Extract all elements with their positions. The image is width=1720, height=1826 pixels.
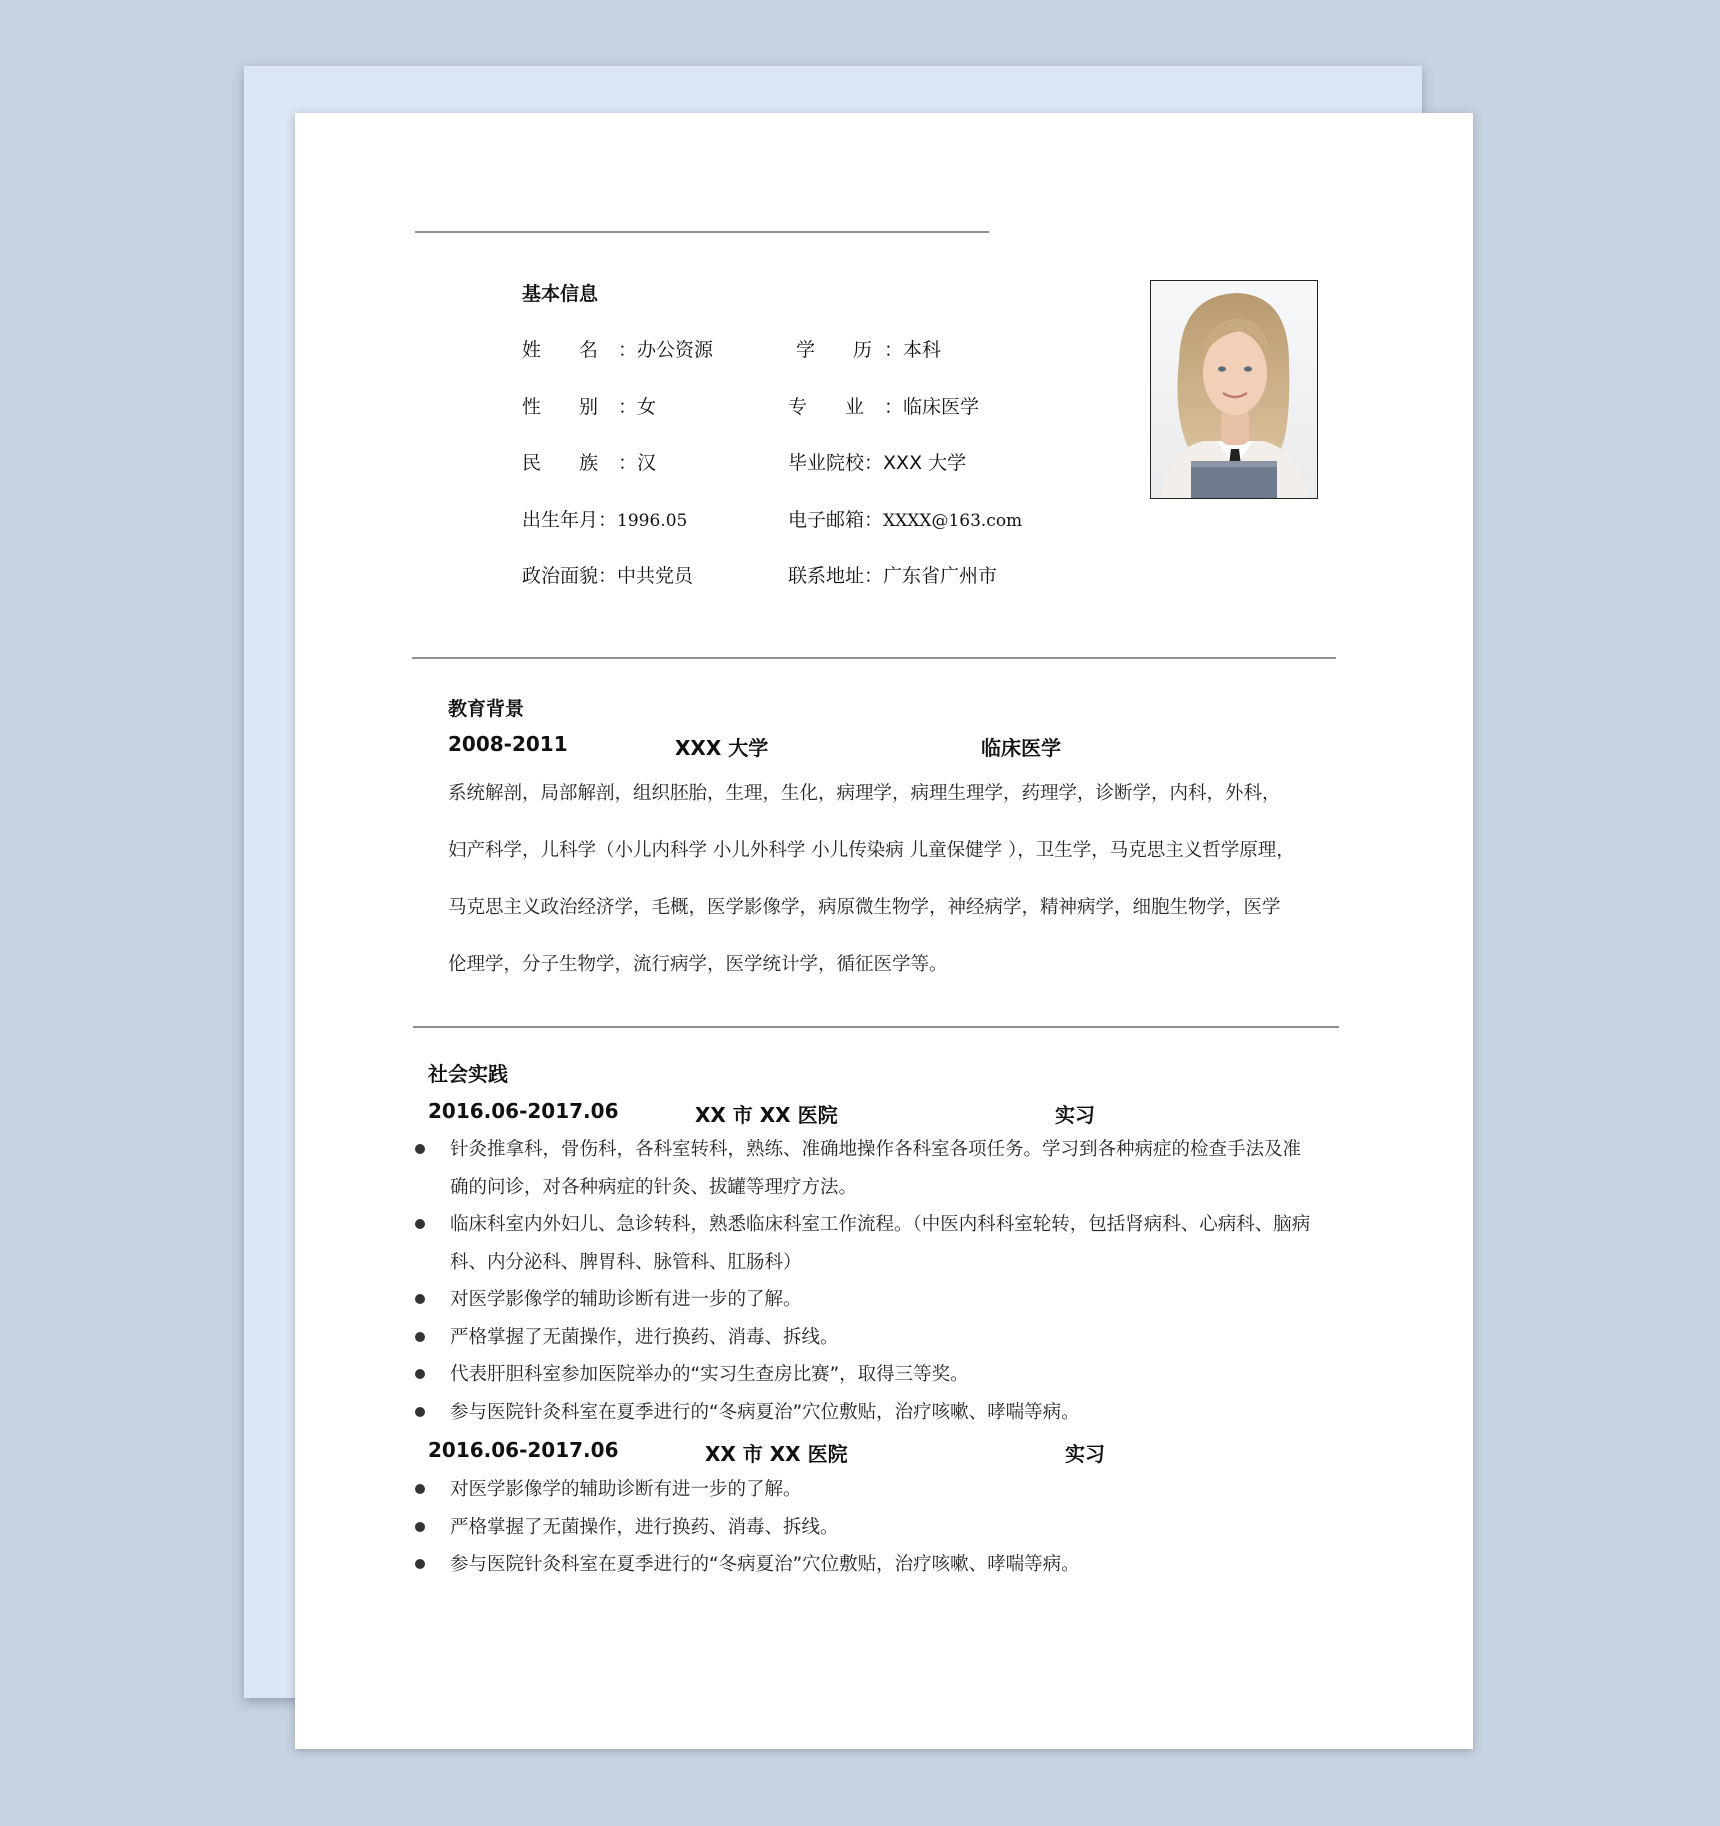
bullet-icon [415, 1144, 425, 1154]
info-degree: 学 历 ：本科 [796, 339, 942, 361]
bullet-icon [415, 1559, 425, 1569]
info-politics-value: 中共党员 [617, 565, 694, 587]
education-period: 2008-2011 [448, 732, 568, 756]
practice-title: 社会实践 [428, 1062, 508, 1086]
info-email: 电子邮箱：XXXX@163.com [788, 509, 1023, 531]
education-major: 临床医学 [981, 736, 1061, 760]
bullet-icon [415, 1294, 425, 1304]
practice-org-2: XX 市 XX 医院 [705, 1442, 848, 1466]
list-item: 针灸推拿科，骨伤科，各科室转科，熟练、准确地操作各科室各项任务。学习到各种病症的检查手法及准 确的问诊，对各种病症的针灸、拔罐等理疗方法。 [412, 1131, 1332, 1206]
practice-org-1: XX 市 XX 医院 [695, 1103, 838, 1127]
info-address: 联系地址：广东省广州市 [788, 565, 998, 587]
practice-divider [413, 1026, 1339, 1028]
info-ethnicity-value: 汉 [637, 452, 657, 474]
bullet-icon [415, 1484, 425, 1494]
education-title: 教育背景 [448, 698, 525, 720]
list-item: 参与医院针灸科室在夏季进行的“冬病夏治”穴位敷贴，治疗咳嗽、哮喘等病。 [412, 1546, 1332, 1584]
info-politics: 政治面貌：中共党员 [522, 565, 694, 587]
bullet-icon [415, 1219, 425, 1229]
info-school: 毕业院校：XXX 大学 [788, 452, 967, 474]
top-divider [415, 231, 989, 233]
info-email-value: XXXX@163.com [883, 511, 1023, 531]
info-address-value: 广东省广州市 [883, 565, 998, 587]
course-line: 马克思主义政治经济学，毛概，医学影像学，病原微生物学，神经病学，精神病学，细胞生物学，医学 [448, 897, 1281, 918]
list-item: 严格掌握了无菌操作，进行换药、消毒、拆线。 [412, 1509, 1332, 1547]
info-gender: 性 别 ：女 [522, 396, 657, 418]
list-item: 对医学影像学的辅助诊断有进一步的了解。 [412, 1471, 1332, 1509]
info-ethnicity: 民 族 ：汉 [522, 452, 657, 474]
resume-page [295, 113, 1473, 1749]
education-divider [412, 657, 1336, 659]
education-school: XXX 大学 [675, 736, 769, 760]
list-item: 严格掌握了无菌操作，进行换药、消毒、拆线。 [412, 1319, 1332, 1357]
list-item: 临床科室内外妇儿、急诊转科，熟悉临床科室工作流程。（中医内科科室轮转，包括肾病科、心病科、脑病 科、内分泌科、脾胃科、脉管科、肛肠科） [412, 1206, 1332, 1281]
info-birth-value: 1996.05 [617, 511, 688, 531]
info-major-value: 临床医学 [903, 396, 980, 418]
basic-info-title: 基本信息 [522, 283, 599, 305]
course-line: 系统解剖，局部解剖，组织胚胎，生理，生化，病理学，病理生理学，药理学，诊断学，内科，外科， [448, 783, 1281, 804]
practice-list-1 [412, 1131, 1332, 1431]
info-birth: 出生年月：1996.05 [522, 509, 688, 531]
info-school-value: XXX 大学 [883, 452, 967, 474]
practice-role-2: 实习 [1065, 1442, 1105, 1466]
course-line: 妇产科学，儿科学（小儿内科学 小儿外科学 小儿传染病 儿童保健学 ），卫生学，马克思主义哲学原理， [448, 840, 1295, 861]
bullet-icon [415, 1332, 425, 1342]
bullet-icon [415, 1522, 425, 1532]
profile-photo [1150, 280, 1318, 499]
info-degree-value: 本科 [903, 339, 942, 361]
portrait-image [1151, 281, 1317, 498]
practice-period-1: 2016.06-2017.06 [428, 1099, 619, 1123]
education-courses [448, 765, 1328, 993]
course-line: 伦理学，分子生物学，流行病学，医学统计学，循征医学等。 [448, 954, 948, 975]
info-name: 姓 名 ：办公资源 [522, 339, 714, 361]
practice-role-1: 实习 [1055, 1103, 1095, 1127]
info-major: 专 业 ：临床医学 [788, 396, 980, 418]
practice-period-2: 2016.06-2017.06 [428, 1438, 619, 1462]
list-item: 对医学影像学的辅助诊断有进一步的了解。 [412, 1281, 1332, 1319]
bullet-icon [415, 1369, 425, 1379]
bullet-icon [415, 1407, 425, 1417]
info-name-value: 办公资源 [637, 339, 714, 361]
list-item: 参与医院针灸科室在夏季进行的“冬病夏治”穴位敷贴，治疗咳嗽、哮喘等病。 [412, 1394, 1332, 1432]
list-item: 代表肝胆科室参加医院举办的“实习生查房比赛”，取得三等奖。 [412, 1356, 1332, 1394]
practice-list-2 [412, 1471, 1332, 1584]
info-gender-value: 女 [637, 396, 657, 418]
